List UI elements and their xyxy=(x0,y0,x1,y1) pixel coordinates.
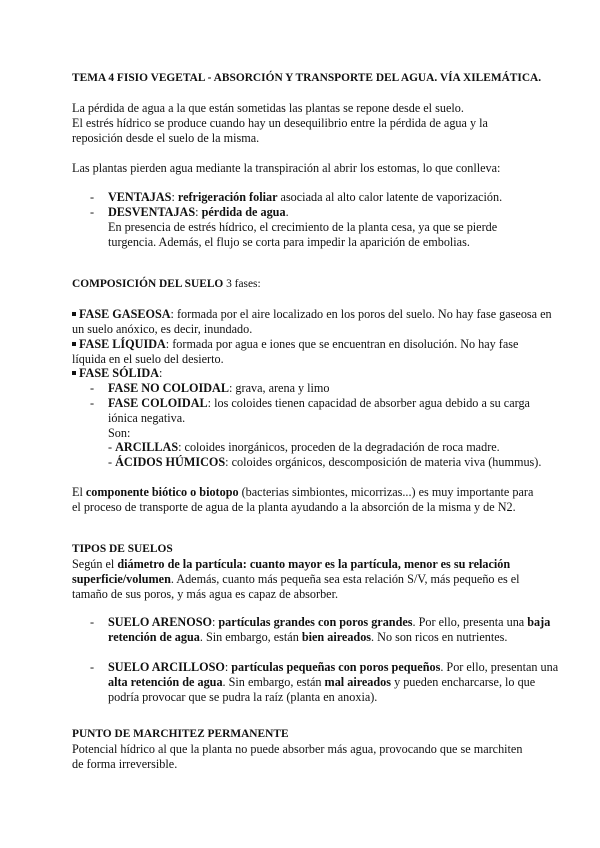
fase-liquida: FASE LÍQUIDA: formada por agua e iones que se encuentran en disolución. No hay fase xyxy=(72,337,518,352)
tipos-line-1: Según el diámetro de la partícula: cuanto mayor es la partícula, menor es su relación xyxy=(72,557,511,571)
intro-line-4: Las plantas pierden agua mediante la transpiración al abrir los estomas, lo que conlleva: xyxy=(72,161,501,175)
desventajas-item: DESVENTAJAS: pérdida de agua. xyxy=(108,205,289,219)
section-heading-marchitez: PUNTO DE MARCHITEZ PERMANENTE xyxy=(72,728,289,740)
list-dash: - xyxy=(90,396,95,410)
fase-no-coloidal: FASE NO COLOIDAL: grava, arena y limo xyxy=(108,381,330,395)
fase-solida: FASE SÓLIDA: xyxy=(72,366,162,381)
desventajas-line-2: En presencia de estrés hídrico, el crecimiento de la planta cesa, ya que se pierde xyxy=(108,220,498,234)
fase-coloidal: FASE COLOIDAL: los coloides tienen capacidad de absorber agua debido a su carga xyxy=(108,396,530,410)
ventajas-item: VENTAJAS: refrigeración foliar asociada al alto calor latente de vaporización. xyxy=(108,190,503,204)
suelo-arcilloso: SUELO ARCILLOSO: partículas pequeñas con poros pequeños. Por ello, presentan una xyxy=(108,660,559,674)
bullet-square-icon xyxy=(72,312,76,316)
list-dash: - xyxy=(90,190,95,204)
list-dash: - xyxy=(90,205,95,219)
list-dash: - xyxy=(90,660,95,674)
section-heading-suelo: COMPOSICIÓN DEL SUELO 3 fases: xyxy=(72,278,261,290)
acidos-humicos-item: - ÁCIDOS HÚMICOS: coloides orgánicos, descomposición de materia viva (hummus). xyxy=(108,455,542,469)
marchitez-line-2: de forma irreversible. xyxy=(72,757,178,771)
page-title: TEMA 4 FISIO VEGETAL - ABSORCIÓN Y TRANSPORTE DEL AGUA. VÍA XILEMÁTICA. xyxy=(72,72,542,84)
bullet-square-icon xyxy=(72,371,76,375)
list-dash: - xyxy=(90,615,95,629)
section-heading-tipos: TIPOS DE SUELOS xyxy=(72,543,173,555)
intro-line-1: La pérdida de agua a la que están sometidas las plantas se repone desde el suelo. xyxy=(72,101,464,115)
componente-biotico-line-2: el proceso de transporte de agua de la planta ayudando a la absorción de la misma y de N2. xyxy=(72,500,516,514)
componente-biotico: El componente biótico o biotopo (bacterias simbiontes, micorrizas...) es muy importante para xyxy=(72,485,534,499)
suelo-arenoso-line-2: retención de agua. Sin embargo, están bien aireados. No son ricos en nutrientes. xyxy=(108,630,508,644)
arcillas-item: - ARCILLAS: coloides inorgánicos, proceden de la degradación de roca madre. xyxy=(108,440,500,454)
fase-gaseosa-line-2: un suelo anóxico, es decir, inundado. xyxy=(72,322,253,336)
list-dash: - xyxy=(90,381,95,395)
suelo-arcilloso-line-2: alta retención de agua. Sin embargo, están mal aireados y pueden encharcarse, lo que xyxy=(108,675,536,689)
tipos-line-2: superficie/volumen. Además, cuanto más pequeña sea esta relación S/V, más pequeño es el xyxy=(72,572,520,586)
fase-liquida-line-2: líquida en el suelo del desierto. xyxy=(72,352,224,366)
son-label: Son: xyxy=(108,426,131,440)
fase-coloidal-line-2: iónica negativa. xyxy=(108,411,186,425)
tipos-line-3: tamaño de sus poros, y más agua es capaz de absorber. xyxy=(72,587,339,601)
marchitez-line-1: Potencial hídrico al que la planta no puede absorber más agua, provocando que se marchiten xyxy=(72,742,523,756)
suelo-arenoso: SUELO ARENOSO: partículas grandes con poros grandes. Por ello, presenta una baja xyxy=(108,615,551,629)
desventajas-line-3: turgencia. Además, el flujo se corta para impedir la aparición de embolias. xyxy=(108,235,470,249)
intro-line-3: reposición desde el suelo de la misma. xyxy=(72,131,260,145)
bullet-square-icon xyxy=(72,342,76,346)
fase-gaseosa: FASE GASEOSA: formada por el aire localizado en los poros del suelo. No hay fase gaseosa en xyxy=(72,307,552,322)
suelo-arcilloso-line-3: podría provocar que se pudra la raíz (planta en anoxia). xyxy=(108,690,378,704)
intro-line-2: El estrés hídrico se produce cuando hay un desequilibrio entre la pérdida de agua y la xyxy=(72,116,488,130)
